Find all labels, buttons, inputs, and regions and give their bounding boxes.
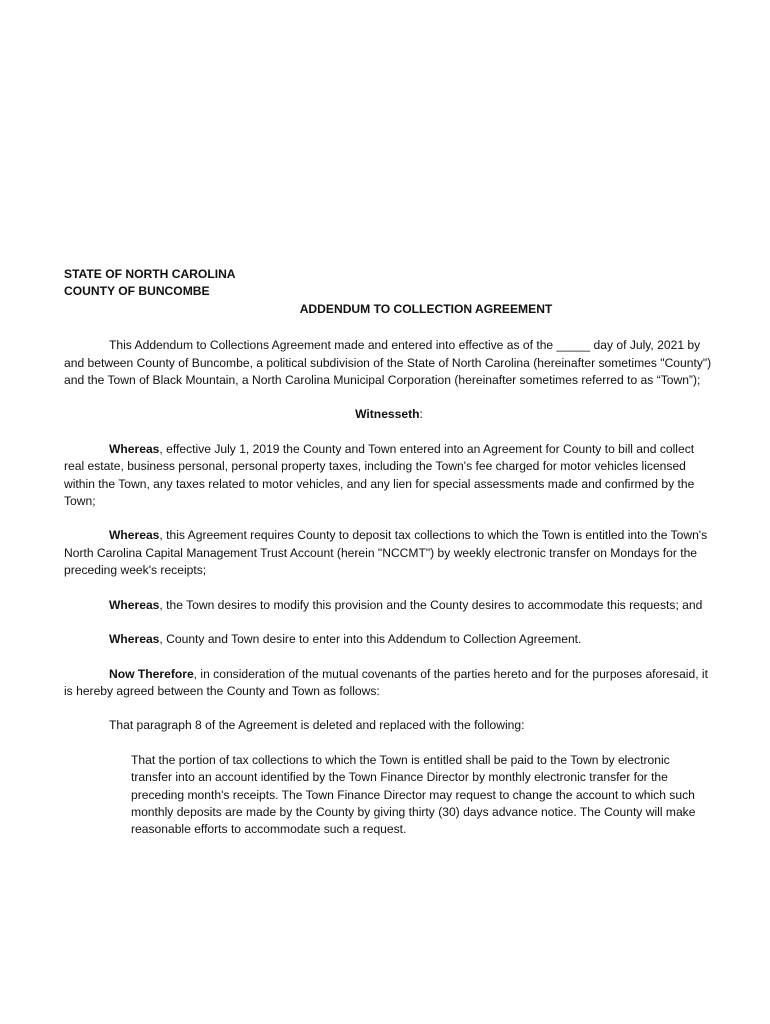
document-title: ADDENDUM TO COLLECTION AGREEMENT xyxy=(299,301,553,316)
witnesseth-label: Witnesseth xyxy=(355,407,420,422)
whereas-lead: Whereas xyxy=(109,441,160,456)
whereas-paragraph-1 xyxy=(64,441,714,511)
paragraph-8-intro: That paragraph 8 of the Agreement is deleted and replaced with the following: xyxy=(109,718,525,733)
intro-paragraph: This Addendum to Collections Agreement made and entered into effective as of the _____ day of July, 2021 by and between County of Buncombe, a political subdivision of the State of North Carolina (hereinafter sometimes "County") and the Town of Black Mountain, a North Carolina Municipal Corporation (hereinafter sometimes referred to as “Town”); xyxy=(64,338,712,388)
witnesseth-suffix: : xyxy=(419,407,423,422)
whereas-text: , effective July 1, 2019 the County and Town entered into an Agreement for County to bill and collect real estate, business personal, personal property taxes, including the Town's fee charged for motor vehicles licensed within the Town, any taxes related to motor vehicles, and any lien for special assessments made and confirmed by the Town; xyxy=(64,441,695,509)
whereas-lead: Whereas xyxy=(109,597,160,612)
state-heading: STATE OF NORTH CAROLINA xyxy=(64,267,236,281)
whereas-paragraph-3 xyxy=(64,597,714,614)
whereas-text: , County and Town desire to enter into this Addendum to Collection Agreement. xyxy=(159,632,582,647)
whereas-text: , the Town desires to modify this provision and the County desires to accommodate this requests; and xyxy=(159,597,703,612)
whereas-paragraph-4 xyxy=(64,631,714,648)
replacement-paragraph: That the portion of tax collections to which the Town is entitled shall be paid to the Town by electronic transfer into an account identified by the Town Finance Director by monthly electronic transfer for the preceding month's receipts. The Town Finance Director may request to change the account to which such monthly deposits are made by the County by giving thirty (30) days advance notice. The County will make reasonable efforts to accommodate such a request. xyxy=(131,752,696,837)
whereas-lead: Whereas xyxy=(109,632,160,647)
whereas-text: , this Agreement requires County to deposit tax collections to which the Town is entitled into the Town's North Carolina Capital Management Trust Account (herein "NCCMT") by weekly electronic transfer on Mondays for the preceding week's receipts; xyxy=(64,528,708,578)
county-heading: COUNTY OF BUNCOMBE xyxy=(64,284,210,299)
whereas-lead: Whereas xyxy=(109,528,160,543)
now-therefore-paragraph xyxy=(64,666,714,701)
now-therefore-text: , in consideration of the mutual covenants of the parties hereto and for the purposes aforesaid, it is hereby agreed between the County and Town as follows: xyxy=(64,666,708,698)
document-page xyxy=(64,266,714,839)
now-therefore-lead: Now Therefore xyxy=(109,666,194,681)
whereas-paragraph-2 xyxy=(64,527,714,579)
witnesseth-heading xyxy=(64,406,714,423)
